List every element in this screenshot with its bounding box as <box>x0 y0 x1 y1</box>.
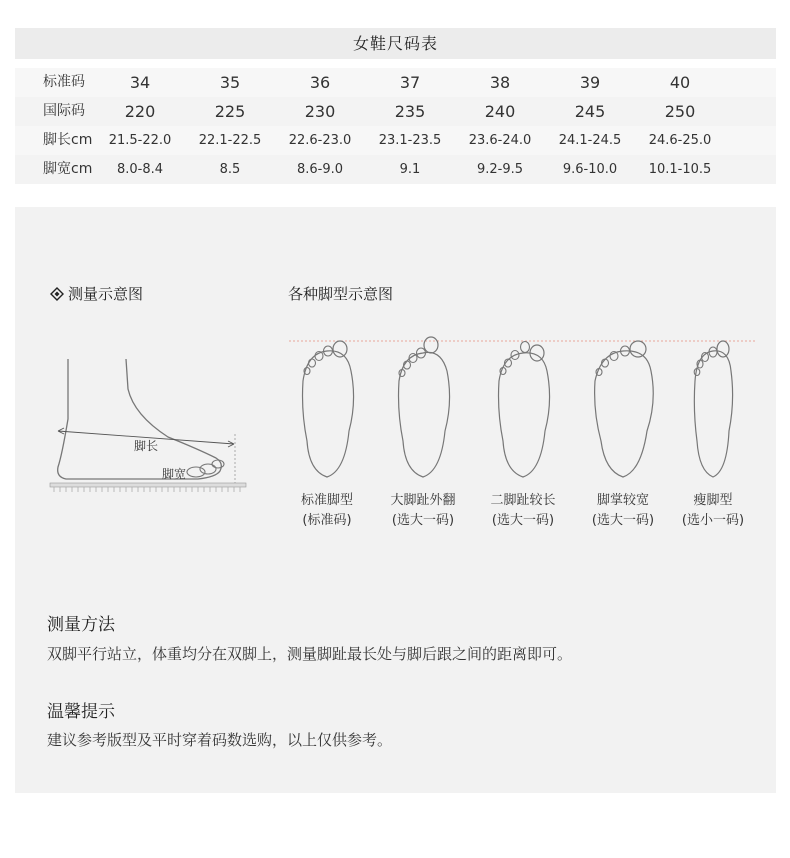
table-cell: 245 <box>574 102 606 121</box>
table-cell: 38 <box>489 73 511 92</box>
row-label: 标准码 <box>43 74 85 90</box>
table-cell: 8.0-8.4 <box>116 162 164 177</box>
row-label: 国际码 <box>43 103 85 119</box>
table-cell: 250 <box>664 102 696 121</box>
method-title: 测量方法 <box>47 615 115 635</box>
table-cell: 9.6-10.0 <box>562 162 618 177</box>
size-guide-panel <box>15 207 776 793</box>
table-cell: 9.1 <box>399 162 421 177</box>
tips-text: 建议参考版型及平时穿着码数选购，以上仅供参考。 <box>47 731 393 749</box>
foot-type-bunion <box>383 331 463 531</box>
measure-diagram-heading <box>50 283 143 304</box>
side-foot-illustration <box>48 359 258 494</box>
table-cell: 22.6-23.0 <box>288 133 352 148</box>
table-cell: 10.1-10.5 <box>648 162 712 177</box>
foot-type-name: 二脚趾较长 <box>490 493 556 508</box>
table-cell: 230 <box>304 102 336 121</box>
foot-width-label: 脚宽 <box>162 467 187 481</box>
size-table <box>15 28 776 184</box>
row-label: 脚长cm <box>43 132 93 148</box>
table-cell: 220 <box>124 102 156 121</box>
table-cell: 23.1-23.5 <box>378 133 442 148</box>
foot-type-hint: (标准码) <box>302 513 352 528</box>
table-cell: 8.5 <box>219 162 241 177</box>
table-cell: 22.1-22.5 <box>198 133 262 148</box>
foot-outline-icon <box>287 331 367 481</box>
size-table-title: 女鞋尺码表 <box>15 28 776 59</box>
foot-type-hint: (选大一码) <box>391 513 455 528</box>
foot-types-illustration <box>287 331 757 531</box>
table-cell: 39 <box>579 73 601 92</box>
table-cell: 37 <box>399 73 421 92</box>
table-cell: 8.6-9.0 <box>296 162 344 177</box>
foot-type-standard <box>287 331 367 531</box>
foot-type-wide <box>583 331 663 531</box>
foot-type-narrow <box>673 331 753 531</box>
measure-diagram-title: 测量示意图 <box>68 285 144 303</box>
foot-outline-icon <box>483 331 563 481</box>
table-cell: 9.2-9.5 <box>476 162 524 177</box>
table-cell: 225 <box>214 102 246 121</box>
table-cell: 235 <box>394 102 426 121</box>
table-cell: 24.1-24.5 <box>558 133 622 148</box>
table-row-international <box>15 97 776 126</box>
table-row-standard <box>15 68 776 97</box>
diamond-icon <box>50 287 64 301</box>
table-row-foot-width <box>15 155 776 184</box>
foot-type-name: 标准脚型 <box>300 493 353 508</box>
table-cell: 36 <box>309 73 331 92</box>
table-cell: 34 <box>129 73 151 92</box>
foot-type-name: 瘦脚型 <box>693 493 733 508</box>
table-cell: 21.5-22.0 <box>108 133 172 148</box>
table-cell: 40 <box>669 73 691 92</box>
foot-outline-icon <box>673 331 753 481</box>
foot-type-hint: (选大一码) <box>591 513 655 528</box>
row-label: 脚宽cm <box>43 161 93 177</box>
foot-types-heading: 各种脚型示意图 <box>288 285 394 303</box>
foot-type-name: 脚掌较宽 <box>596 493 649 508</box>
table-cell: 24.6-25.0 <box>648 133 712 148</box>
foot-outline-icon <box>383 331 463 481</box>
tips-title: 温馨提示 <box>47 702 115 722</box>
table-cell: 240 <box>484 102 516 121</box>
foot-outline-icon <box>583 331 663 481</box>
foot-type-hint: (选小一码) <box>681 513 745 528</box>
table-row-foot-length <box>15 126 776 155</box>
table-cell: 23.6-24.0 <box>468 133 532 148</box>
foot-type-long-second-toe <box>483 331 563 531</box>
method-text: 双脚平行站立，体重均分在双脚上，测量脚趾最长处与脚后跟之间的距离即可。 <box>47 645 573 663</box>
foot-type-hint: (选大一码) <box>491 513 555 528</box>
table-cell: 35 <box>219 73 241 92</box>
side-foot-drawing <box>48 359 258 494</box>
foot-type-name: 大脚趾外翻 <box>390 493 456 508</box>
foot-length-label: 脚长 <box>134 439 159 453</box>
